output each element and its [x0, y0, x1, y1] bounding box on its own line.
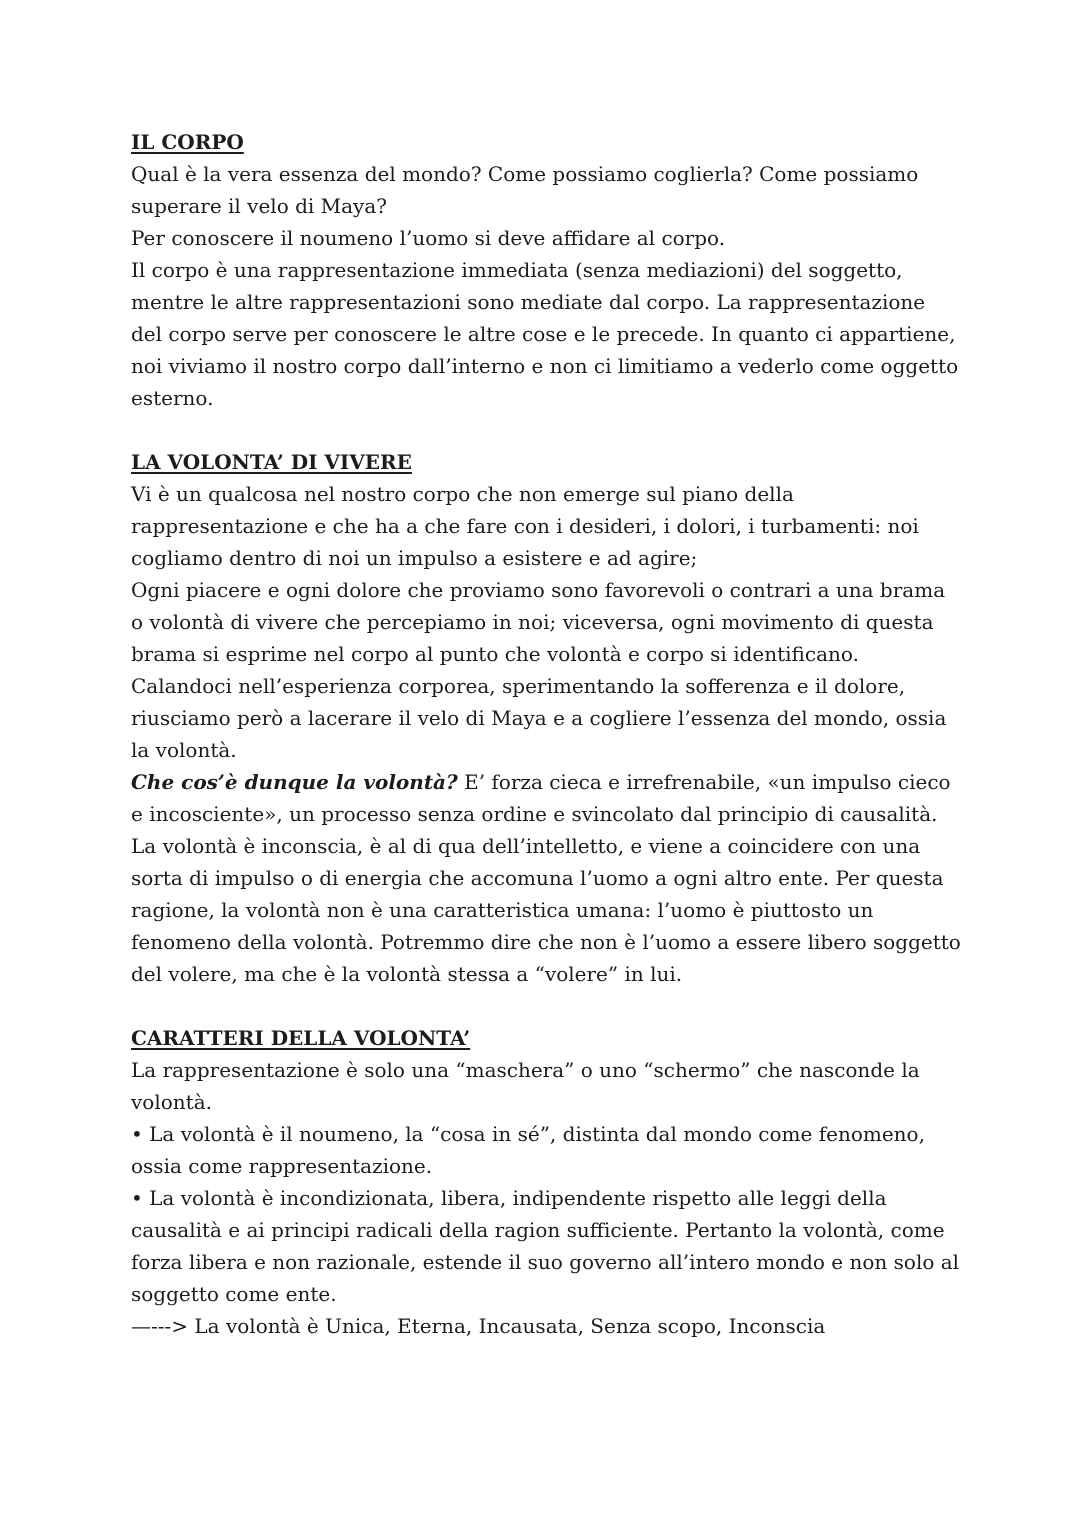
conclusion-line	[131, 1310, 961, 1342]
question-lead: Che cos’è dunque la volontà?	[131, 770, 458, 794]
paragraph: Qual è la vera essenza del mondo? Come possiamo coglierla? Come possiamo superare il velo di Maya?	[131, 162, 919, 218]
bullet-text: La volontà è il noumeno, la “cosa in sé”, distinta dal mondo come fenomeno, ossia come rappresentazione.	[131, 1122, 925, 1178]
bullet-icon: •	[131, 1122, 143, 1146]
paragraph: Per conoscere il noumeno l’uomo si deve affidare al corpo.	[131, 226, 726, 250]
document-page	[131, 126, 961, 1374]
paragraph: Ogni piacere e ogni dolore che proviamo sono favorevoli o contrari a una brama o volontà di vivere che percepiamo in noi; viceversa, ogni movimento di questa brama si esprime nel corpo al punto che volontà e corpo si identificano. Calandoci nell’esperienza corporea, sperimentando la sofferenza e il dolore, riusciamo però a lacerare il velo di Maya e a cogliere l’essenza del mondo, ossia la volontà.	[131, 578, 947, 762]
paragraph: Il corpo è una rappresentazione immediata (senza mediazioni) del soggetto, mentre le altre rappresentazioni sono mediate dal corpo. La rappresentazione del corpo serve per conoscere le altre cose e le precede. In quanto ci appartiene, noi viviamo il nostro corpo dall’interno e non ci limitiamo a vederlo come oggetto esterno.	[131, 258, 959, 410]
section-heading: CARATTERI DELLA VOLONTA’	[131, 1026, 471, 1050]
section-il-corpo	[131, 126, 961, 414]
question-text: E’ forza cieca e irrefrenabile, «un impulso cieco e incosciente», un processo senza ordine e svincolato dal principio di causalità. La volontà è inconscia, è al di qua dell’intelletto, e viene a coincidere con una sorta di impulso o di energia che accomuna l’uomo a ogni altro ente. Per questa ragione, la volontà non è una caratteristica umana: l’uomo è piuttosto un fenomeno della volontà. Potremmo dire che non è l’uomo a essere libero soggetto del volere, ma che è la volontà stessa a “volere” in lui.	[131, 770, 961, 986]
conclusion-text: La volontà è Unica, Eterna, Incausata, Senza scopo, Inconscia	[188, 1314, 826, 1338]
section-volonta-di-vivere	[131, 446, 961, 990]
bullet-icon: •	[131, 1186, 143, 1210]
bullet-item	[131, 1118, 961, 1182]
paragraph: Vi è un qualcosa nel nostro corpo che non emerge sul piano della rappresentazione e che ha a che fare con i desideri, i dolori, i turbamenti: noi cogliamo dentro di noi un impulso a esistere e ad agire;	[131, 482, 919, 570]
arrow-icon: —--->	[131, 1314, 189, 1338]
paragraph-question	[131, 766, 961, 990]
section-heading: LA VOLONTA’ DI VIVERE	[131, 450, 412, 474]
paragraph: La rappresentazione è solo una “maschera” o uno “schermo” che nasconde la volontà.	[131, 1058, 920, 1114]
bullet-item	[131, 1182, 961, 1310]
bullet-text: La volontà è incondizionata, libera, indipendente rispetto alle leggi della causalità e ai principi radicali della ragion sufficiente. Pertanto la volontà, come forza libera e non razionale, estende il suo governo all’intero mondo e non solo al soggetto come ente.	[131, 1186, 960, 1306]
section-heading: IL CORPO	[131, 130, 244, 154]
section-caratteri-volonta	[131, 1022, 961, 1342]
